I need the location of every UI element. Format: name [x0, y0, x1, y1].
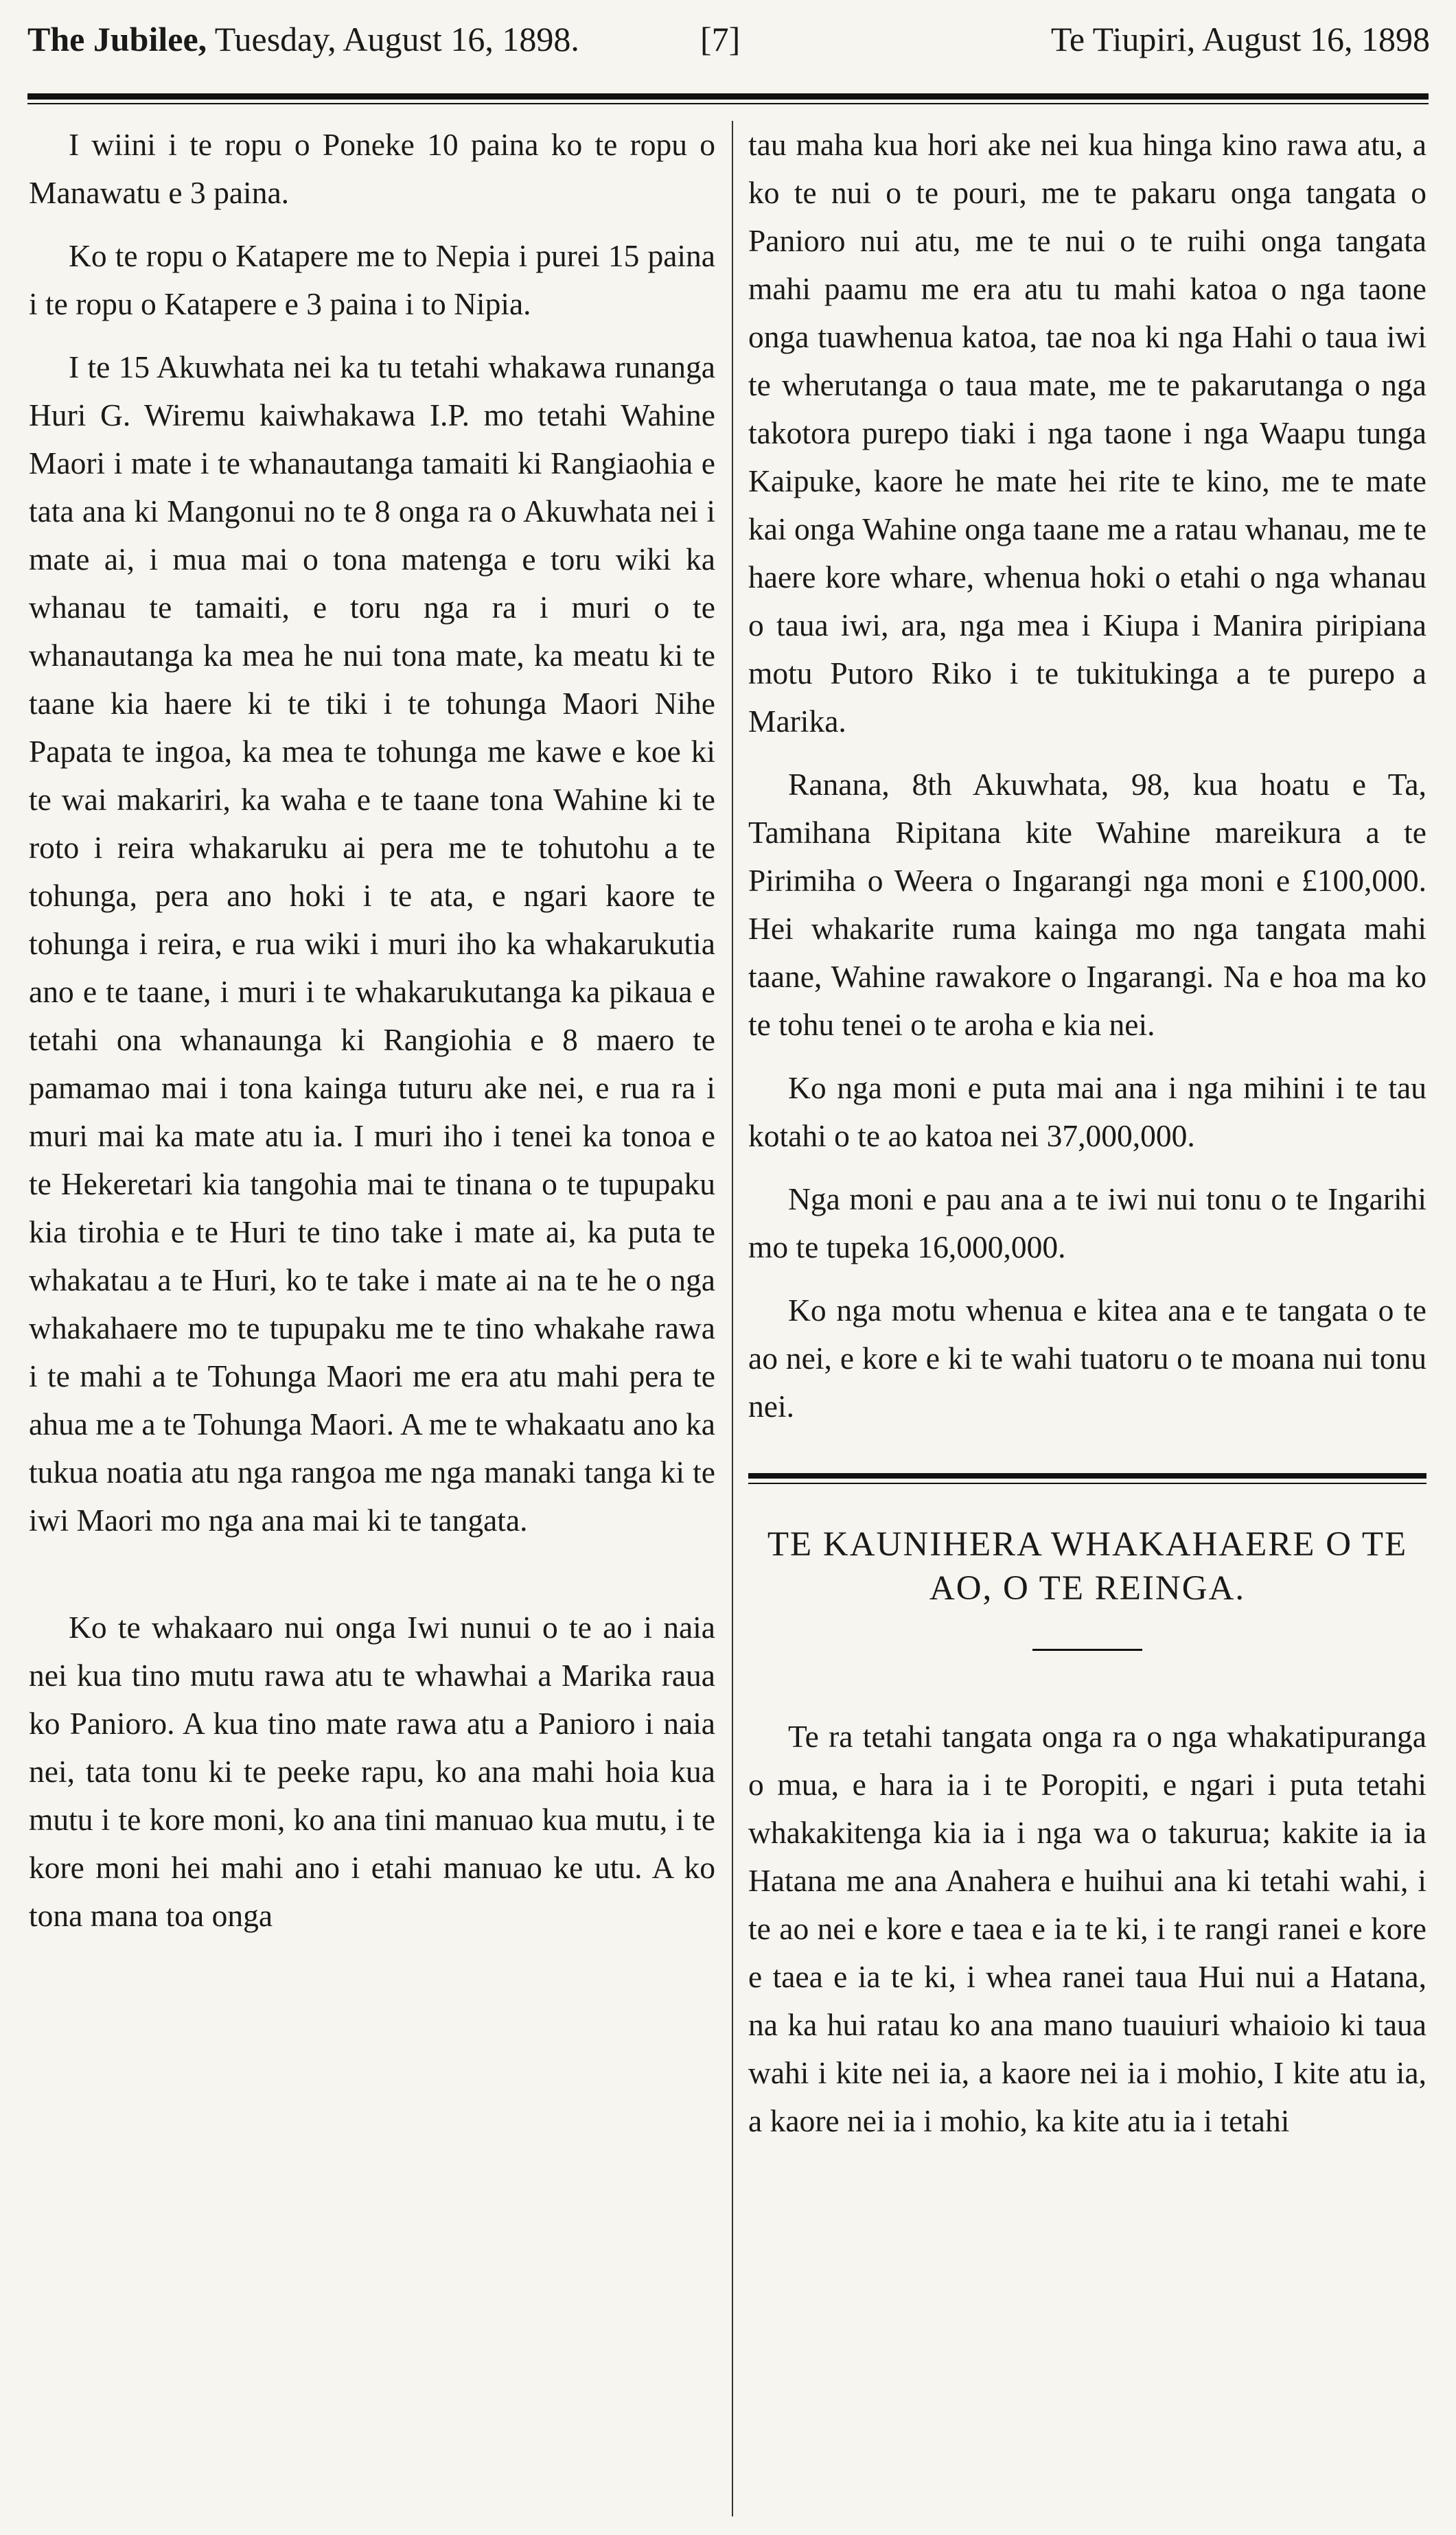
page-number: [7]: [700, 20, 741, 58]
header-masthead-right: Te Tiupiri, August 16, 1898: [1050, 20, 1430, 58]
page-header: [0, 0, 1456, 76]
header-date-left: Tuesday, August 16, 1898.: [207, 20, 579, 58]
article-paragraph: Ko nga motu whenua e kitea ana e te tangata o te ao nei, e kore e ki te wahi tuatoru o te moana nui tonu nei.: [748, 1293, 1426, 1424]
article-paragraph: Ko te ropu o Katapere me to Nepia i purei 15 paina i te ropu o Katapere e 3 paina i to Nipia.: [29, 238, 715, 321]
header-masthead-name: The Jubilee,: [27, 20, 207, 58]
article-paragraph: Ko nga moni e puta mai ana i nga mihini i te tau kotahi o te ao katoa nei 37,000,000.: [748, 1070, 1426, 1153]
section-rule-thin: [748, 1483, 1426, 1484]
section-rule-thick: [748, 1473, 1426, 1479]
article-paragraph: I te 15 Akuwhata nei ka tu tetahi whakawa runanga Huri G. Wiremu kaiwhakawa I.P. mo tetahi Wahine Maori i mate i te whanautanga tamaiti ki Rangiaohia e tata ana ki Mangonui no te 8 onga ra o Akuwhata nei i mate ai, i mua mai o tona matenga e toru wiki ka whanau te tamaiti, e toru nga ra i muri o te whanautanga ka mea he nui tona mate, ka meatu ki te taane kia haere ki te tiki i te tohunga Maori Nihe Papata te ingoa, ka mea te tohunga me kawe e koe ki te wai makariri, ka waha e te taane tona Wahine ki te roto i reira whakaruku ai pera me te tohutohu a te tohunga, pera ano hoki i te ata, e ngari kaore te tohunga i reira, e rua wiki i muri iho ka whakarukutia ano e te taane, i muri i te whakarukutanga ka pikaua e tetahi ona whanaunga ki Rangiohia e 8 maero te pamamao mai i tona kainga tuturu ake nei, e rua ra i muri mai ka mate atu ia. I muri iho i tenei ka tonoa e te Hekeretari kia tangohia mai te tinana o te tupupaku kia tirohia e te Huri te tino take i mate ai, ka puta te whakatau a te Huri, ko te take i mate ai na te he o nga whakahaere mo te tupupaku me te tino whakahe rawa i te mahi a te Tohunga Maori me era atu mahi pera te ahua me a te Tohunga Maori. A me te whakaatu ano ka tukua noatia atu nga rangoa me nga manaki tanga ki te iwi Maori mo nga ana mai ki te tangata.: [29, 349, 715, 1538]
article-paragraph: Nga moni e pau ana a te iwi nui tonu o te Ingarihi mo te tupeka 16,000,000.: [748, 1181, 1426, 1264]
article-paragraph: Ranana, 8th Akuwhata, 98, kua hoatu e Ta, Tamihana Ripitana kite Wahine mareikura a te Pirimiha o Weera o Ingarangi nga moni e £100,000. Hei whakarite ruma kainga mo nga tangata mahi taane, Wahine rawakore o Ingarangi. Na e hoa ma ko te tohu tenei o te aroha e kia nei.: [748, 767, 1426, 1042]
section-title-underline: [1032, 1649, 1142, 1651]
header-rule-thin: [27, 103, 1429, 104]
left-column: [29, 121, 715, 1955]
article-paragraph: Te ra tetahi tangata onga ra o nga whakatipuranga o mua, e hara ia i te Poropiti, e ngari i puta tetahi whakakitenga kia ia i nga wa o takurua; kakite ia ia Hatana me ana Anahera e huihui ana ki tetahi wahi, i te ao nei e kore e taea e ia te ki, i te rangi ranei e kore e taea e ia te ki, i whea ranei taua Hui nui a Hatana, na ka hui ratau ko ana mano tuauiuri whaioio ki taua wahi i kite nei ia, a kaore nei ia i mohio, I kite atu ia, a kaore nei ia i mohio, ka kite atu ia i tetahi: [748, 1719, 1426, 2138]
article-paragraph: Ko te whakaaro nui onga Iwi nunui o te ao i naia nei kua tino mutu rawa atu te whawhai a Marika raua ko Panioro. A kua tino mate rawa atu a Panioro i naia nei, tata tonu ki te peeke rapu, ko ana mahi hoia kua mutu i te kore moni, ko ana tini manuao kua mutu, i te kore moni hei mahi ano i etahi manuao ke utu. A ko tona mana toa onga: [29, 1610, 715, 1933]
right-column: [748, 121, 1426, 2160]
header-rule-thick: [27, 93, 1429, 100]
section-title: TE KAUNIHERA WHAKAHAERE O TE AO, O TE REINGA.: [767, 1525, 1408, 1608]
header-masthead-left: [27, 19, 579, 59]
article-paragraph: I wiini i te ropu o Poneke 10 paina ko te ropu o Manawatu e 3 paina.: [29, 127, 715, 210]
column-divider: [732, 121, 733, 2516]
article-paragraph: tau maha kua hori ake nei kua hinga kino rawa atu, a ko te nui o te pouri, me te pakaru onga tangata o Panioro nui atu, me te nui o te ruihi onga tangata mahi paamu me era atu tu mahi katoa o nga taone onga tuawhenua katoa, tae noa ki nga Hahi o taua iwi te wherutanga o taua mate, me te pakarutanga o nga takotora purepo tiaki i nga taone i nga Waapu tunga Kaipuke, kaore he mate hei rite te kino, me te mate kai onga Wahine onga taane me a ratau whanau, me te haere kore whare, whenua hoki o etahi o nga whanau o taua iwi, ara, nga mea i Kiupa i Manira piripiana motu Putoro Riko i te tukitukinga a te purepo a Marika.: [748, 127, 1426, 739]
